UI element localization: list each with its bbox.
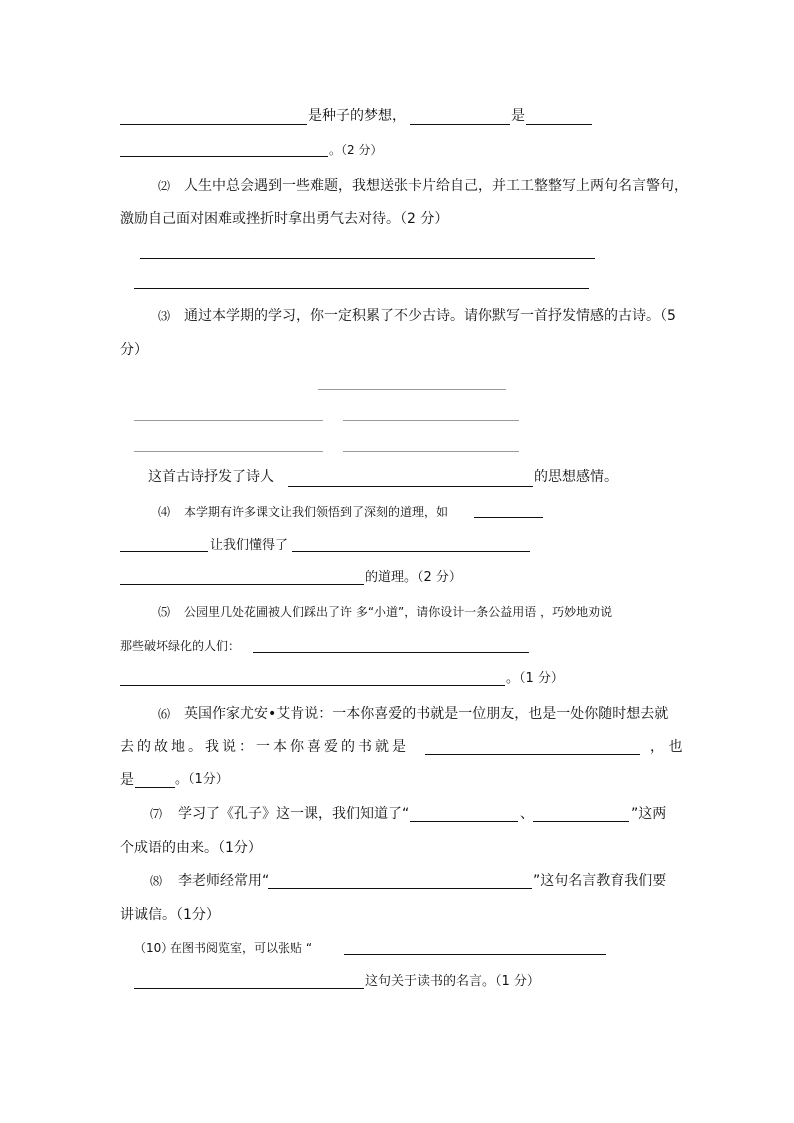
q3-text: 分） [120,342,148,358]
q3-summary: 的思想感情。 [534,469,618,485]
poem-line[interactable] [134,420,323,421]
answer-blank[interactable] [474,517,543,518]
poem-line[interactable] [343,420,519,421]
question-number: ⑸ [158,605,171,619]
q7-text: 学习了《孔子》这一课，我们知道了“ [178,806,410,822]
answer-blank[interactable] [425,754,640,755]
q7-text: 、 [520,806,534,822]
answer-blank[interactable] [120,124,307,125]
poem-title-line[interactable] [318,389,506,390]
answer-blank[interactable] [410,821,518,822]
poem-line[interactable] [343,451,519,452]
q2-text: 人生中总会遇到一些难题，我想送张卡片给自己，并工工整整写上两句名言警句， [184,178,688,194]
q7-text: ”这两 [631,806,667,822]
q6-text: ， 也 [650,739,683,755]
answer-line[interactable] [134,288,589,289]
answer-blank[interactable] [344,954,606,955]
q10-text: 在图书阅览室，可以张贴 “ [170,941,313,955]
q6-text: 去的故地。我说：一本你喜爱的书就是 [120,739,409,755]
question-number: ⑻ [150,874,163,888]
question-number: ⑶ [158,309,171,323]
answer-blank[interactable] [134,988,364,989]
answer-line[interactable] [140,258,595,259]
q10-score: 这句关于读书的名言。（1 分） [365,974,540,989]
answer-blank[interactable] [533,821,629,822]
q4-score: 的道理。（2 分） [365,570,462,585]
q3-text: 通过本学期的学习，你一定积累了不少古诗。请你默写一首抒发情感的古诗。（5 [184,308,676,324]
q6-score: 。（1分） [175,772,229,787]
q5-score: 。（1 分） [506,671,564,686]
q5-text: 那些破坏绿化的人们： [120,639,241,653]
question-number: ⑵ [158,179,171,193]
answer-blank[interactable] [135,787,175,788]
answer-blank[interactable] [253,652,529,653]
answer-blank[interactable] [120,551,208,552]
answer-blank[interactable] [526,124,592,125]
answer-blank[interactable] [120,685,505,686]
question-number: （10） [134,941,174,955]
q3-summary: 这首古诗抒发了诗人 [148,469,274,485]
question-number: ⑷ [158,505,171,519]
q4-text: 本学期有许多课文让我们领悟到了深刻的道理，如 [184,505,449,519]
q8-text: ”这句名言教育我们要 [533,873,667,889]
q1-text: 是种子的梦想， [308,108,406,124]
answer-blank[interactable] [292,551,530,552]
q2-text: 激励自己面对困难或挫折时拿出勇气去对待。（2 分） [120,211,449,227]
answer-blank[interactable] [120,584,364,585]
q5-text: 公园里几处花圃被人们踩出了许 多“小道”，请你设计一条公益用语 ，巧妙地劝说 [184,605,613,619]
q6-text: 英国作家尤安•艾肯说：一本你喜爱的书就是一位朋友，也是一处你随时想去就 [184,706,669,722]
answer-blank[interactable] [288,486,533,487]
q7-text: 个成语的由来。（1分） [120,840,262,856]
answer-blank[interactable] [268,888,532,889]
q1-text: 是 [511,108,525,124]
q8-text: 讲诚信。（1分） [120,907,220,923]
question-number: ⑺ [150,807,163,821]
q8-text: 李老师经常用“ [178,873,270,889]
question-number: ⑹ [158,707,171,721]
q6-text: 是 [120,772,134,788]
q4-text: 让我们懂得了 [210,538,289,553]
answer-blank[interactable] [120,156,328,157]
answer-blank[interactable] [410,124,510,125]
poem-line[interactable] [134,451,323,452]
q1-score: 。（2 分） [329,143,383,157]
